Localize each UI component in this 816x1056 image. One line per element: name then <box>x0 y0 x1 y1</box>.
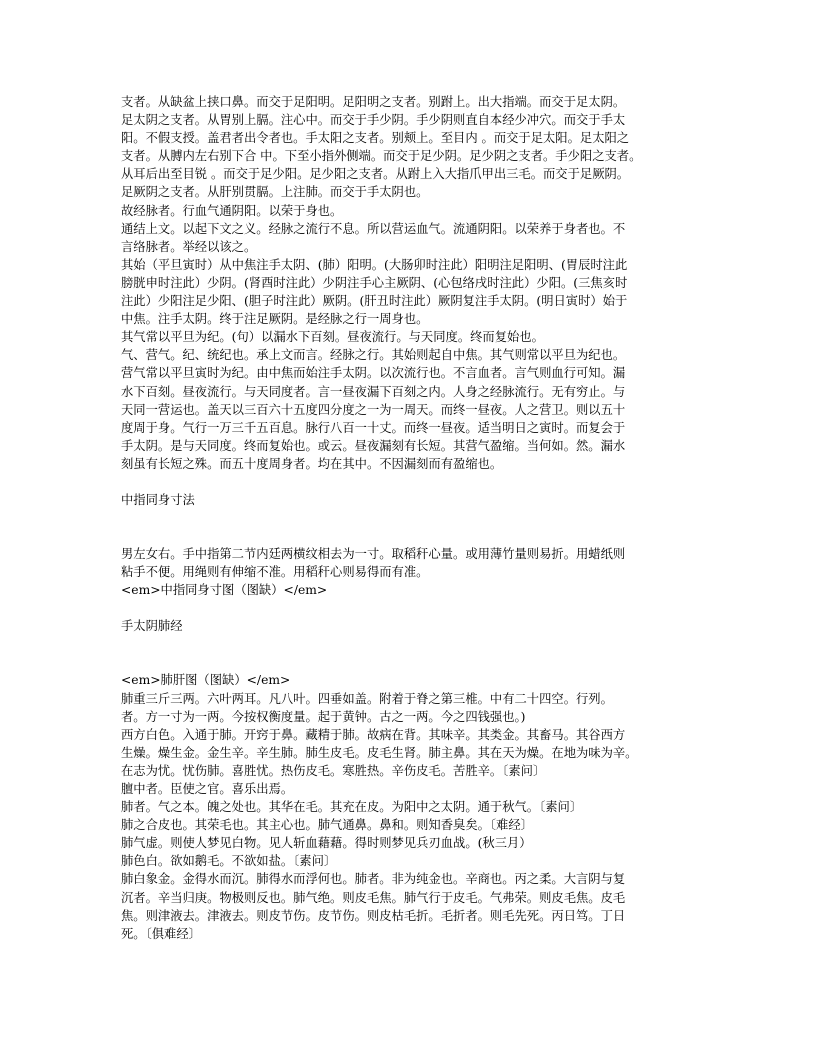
text-line: 膻中者。臣使之官。喜乐出焉。 <box>121 782 294 796</box>
text-line: 在志为忧。忧伤肺。喜胜忧。热伤皮毛。寒胜热。辛伤皮毛。苦胜辛。〔素问〕 <box>121 763 546 778</box>
text-line: 肺白象金。金得水而沉。肺得水而浮何也。肺者。非为纯金也。辛商也。丙之柔。大言阴与复 <box>121 872 626 887</box>
text-line: 度周于身。气行一万三千五百息。脉行八百一十丈。而终一昼夜。适当明日之寅时。而复会于 <box>121 420 626 435</box>
text-line: 阳。不假支授。盖君者出令者也。手太阳之支者。别颊上。至目内 。而交于足太阳。足太阳之 <box>121 131 630 146</box>
text-line: 肺者。气之本。魄之处也。其华在毛。其充在皮。为阳中之太阴。通于秋气。〔素问〕 <box>121 800 583 815</box>
text-line: 从耳后出至目锐 。而交于足少阳。足少阳之支者。从跗上入大指爪甲出三毛。而交于足厥阴。 <box>121 167 630 182</box>
text-line: 言络脉者。举经以该之。 <box>121 239 257 254</box>
figure-missing-note: <em>中指同身寸图（图缺）</em> <box>121 583 328 598</box>
text-line: 刻虽有长短之殊。而五十度周身者。均在其中。不因漏刻而有盈缩也。 <box>121 456 503 471</box>
section-heading-lung-channel: 手太阴肺经 <box>121 619 183 634</box>
text-line: 支者。从膊内左右别下合 中。下至小指外侧端。而交于足少阴。足少阴之支者。手少阳之支者。 <box>121 149 642 164</box>
text-block-finger-cun <box>121 545 703 599</box>
text-line: 西方白色。入通于肺。开窍于鼻。藏精于肺。故病在背。其味辛。其类金。其畜马。其谷西方 <box>121 727 626 742</box>
document-page <box>121 93 703 943</box>
text-line: 肺气虚。则使人梦见白物。见人斩血藉藉。得时则梦见兵刃血战。(秋三月） <box>121 836 532 851</box>
text-line: 天同一营运也。盖天以三百六十五度四分度之一为一周天。而终一昼夜。人之营卫。则以五十 <box>121 402 626 417</box>
text-line: 粘手不便。用绳则有伸缩不准。用稻秆心则易得而有准。 <box>121 565 429 580</box>
text-line: 通结上文。以起下文之义。经脉之流行不息。所以营运血气。流通阴阳。以荣养于身者也。不 <box>121 221 626 236</box>
text-line: 手太阴。是与天同度。终而复始也。或云。昼夜漏刻有长短。其营气盈缩。当何如。然。漏水 <box>121 438 626 453</box>
text-line: 肺之合皮也。其荣毛也。其主心也。肺气通鼻。鼻和。则知香臭矣。〔难经〕 <box>121 818 533 833</box>
text-line: 足太阴之支者。从胃别上膈。注心中。而交于手少阴。手少阴则直自本经少冲穴。而交于手太 <box>121 113 626 128</box>
text-line: 膀胱申时注此）少阴。(肾酉时注此）少阴注手心主厥阴、(心包络戌时注此）少阳。(三焦亥时 <box>121 275 628 290</box>
text-block-lung <box>121 671 703 942</box>
figure-missing-note: <em>肺肝图（图缺）</em> <box>121 673 291 688</box>
text-line: 营气常以平旦寅时为纪。由中焦而始注手太阴。以次流行也。不言血者。言气则血行可知。漏 <box>121 366 626 381</box>
text-line: 故经脉者。行血气通阴阳。以荣于身也。 <box>121 203 343 218</box>
text-line: 肺色白。欲如鹅毛。不欲如盐。〔素问〕 <box>121 854 337 869</box>
text-line: 男左女右。手中指第二节内廷两横纹相去为一寸。取稻秆心量。或用薄竹量则易折。用蜡纸则 <box>121 547 626 562</box>
text-line: 者。方一寸为一两。今按权衡度量。起于黄钟。古之一两。今之四钱强也。) <box>121 709 526 724</box>
text-line: 中焦。注手太阴。终于注足厥阴。是经脉之行一周身也。 <box>121 312 429 327</box>
text-line: 死。〔俱难经〕 <box>121 926 201 941</box>
text-block-channels <box>121 93 703 473</box>
text-line: 其气常以平旦为纪。(句）以漏水下百刻。昼夜流行。与天同度。终而复始也。 <box>121 330 544 345</box>
text-line: 生燥。燥生金。金生辛。辛生肺。肺生皮毛。皮毛生肾。肺主鼻。其在天为燥。在地为味为辛。 <box>121 745 638 760</box>
text-line: 支者。从缺盆上挟口鼻。而交于足阳明。足阳明之支者。别跗上。出大指端。而交于足太阴。 <box>121 95 626 109</box>
text-line: 水下百刻。昼夜流行。与天同度者。言一昼夜漏下百刻之内。人身之经脉流行。无有穷止。与 <box>121 384 626 399</box>
text-line: 气、营气。纪、统纪也。承上文而言。经脉之行。其始则起自中焦。其气则常以平旦为纪也。 <box>121 348 626 363</box>
text-line: 焦。则津液去。津液去。则皮节伤。皮节伤。则皮枯毛折。毛折者。则毛先死。丙日笃。丁日 <box>121 908 626 923</box>
text-line: 足厥阴之支者。从肝别贯膈。上注肺。而交于手太阴也。 <box>121 185 429 200</box>
text-line: 注此）少阳注足少阳、(胆子时注此）厥阴。(肝丑时注此）厥阴复注手太阴。(明日寅时）始于 <box>121 294 628 309</box>
text-line: 肺重三斤三两。六叶两耳。凡八叶。四垂如盖。附着于脊之第三椎。中有二十四空。行列。 <box>121 691 613 706</box>
section-heading-finger-cun: 中指同身寸法 <box>121 492 195 507</box>
text-line: 沉者。辛当归庚。物极则反也。肺气绝。则皮毛焦。肺气行于皮毛。气弗荣。则皮毛焦。皮毛 <box>121 890 626 905</box>
text-line: 其始（平旦寅时）从中焦注手太阴、(肺）阳明。(大肠卯时注此）阳明注足阳明、(胃辰时注此 <box>121 257 628 272</box>
